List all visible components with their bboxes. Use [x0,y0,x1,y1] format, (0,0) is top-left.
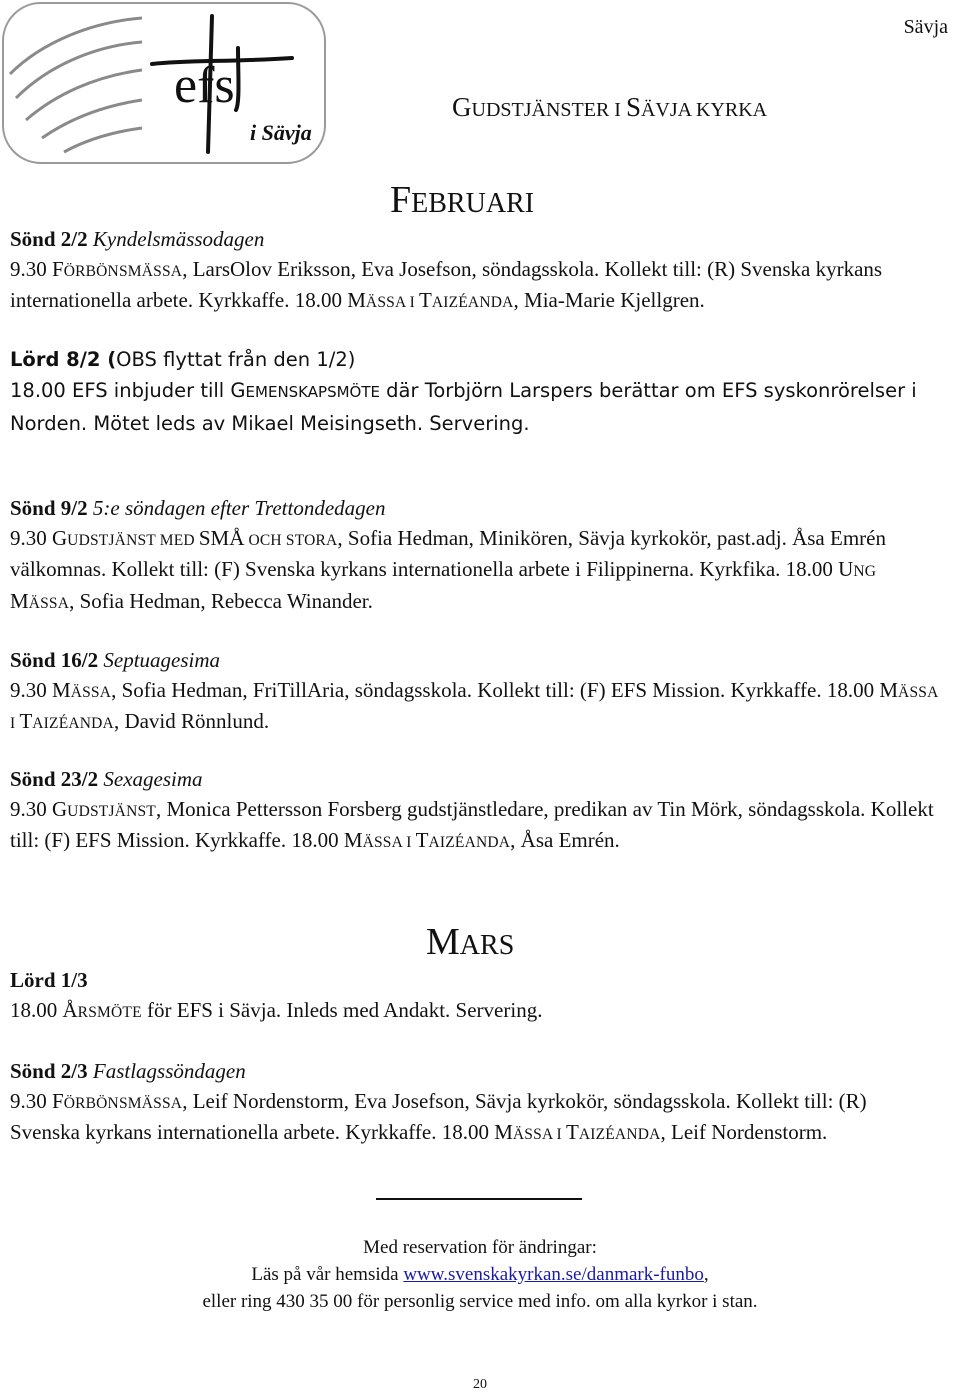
entry-body: 18.00 ÅRSMÖTE för EFS i Sävja. Inleds med Andakt. Servering. [10,997,543,1022]
page-title: GUDSTJÄNSTER I SÄVJA KYRKA [452,92,768,122]
page-number: 20 [473,1377,487,1392]
entry-body: 9.30 MÄSSA, Sofia Hedman, FriTillAria, söndagsskola. Kollekt till: (F) EFS Mission. Kyrkkaffe. 18.00 MÄSSA I TAIZÉANDA, David Rönnlund. [10,677,938,733]
entry-body: 9.30 GUDSTJÄNST, Monica Pettersson Forsberg gudstjänstledare, predikan av Tin Mörk, söndagsskola. Kollekt till: (F) EFS Mission. Kyrkkaffe. 18.00 MÄSSA I TAIZÉANDA, Åsa Emrén. [10,796,934,852]
entry-body: 9.30 GUDSTJÄNST MED SMÅ OCH STORA, Sofia Hedman, Minikören, Sävja kyrkokör, past.adj. Åsa Emrén välkomnas. Kollekt till: (F) Svenska kyrkans internationella arbete i Filippinerna. Kyrkfika. 18.00 UNG MÄSSA, Sofia Hedman, Rebecca Winander. [10,525,886,613]
service-entry [10,646,940,739]
running-head: Sävja [903,16,948,38]
entry-heading: Lörd 1/3 [10,968,88,992]
entry-body: 9.30 FÖRBÖNSMÄSSA, Leif Nordenstorm, Eva Josefson, Sävja kyrkokör, söndagsskola. Kollekt till: (R) Svenska kyrkans internationella arbete. Kyrkkaffe. 18.00 MÄSSA I TAIZÉANDA, Leif Nordenstorm. [10,1088,867,1144]
entry-heading: Lörd 8/2 (OBS flyttat från den 1/2) [10,348,356,371]
footer-line-reservation: Med reservation för ändringar: [363,1237,597,1258]
service-entry [10,344,940,439]
entry-heading: Sönd 2/3 Fastlagssöndagen [10,1059,246,1083]
service-entry [10,225,940,318]
entry-heading: Sönd 9/2 5:e söndagen efter Trettondedagen [10,496,386,520]
entry-body: 18.00 EFS inbjuder till GEMENSKAPSMÖTE där Torbjörn Larspers berättar om EFS syskonrörelser i Norden. Mötet leds av Mikael Meisingseth. Servering. [10,379,917,435]
service-entry [10,966,940,1027]
service-entry [10,494,940,618]
website-link[interactable]: www.svenskakyrkan.se/danmark-funbo [403,1264,704,1285]
service-entry [10,1057,940,1150]
efs-logo [2,2,326,164]
footer-line-phone: eller ring 430 35 00 för personlig service med info. om alla kyrkor i stan. [202,1291,758,1312]
month-heading-march: MARS [426,921,515,963]
entry-body: 9.30 FÖRBÖNSMÄSSA, LarsOlov Eriksson, Eva Josefson, söndagsskola. Kollekt till: (R) Svenska kyrkans internationella arbete. Kyrkkaffe. 18.00 MÄSSA I TAIZÉANDA, Mia-Marie Kjellgren. [10,256,883,312]
footer-notice [0,1234,960,1315]
service-entry [10,765,940,858]
entry-heading: Sönd 2/2 Kyndelsmässodagen [10,227,265,251]
logo-subtitle: i Sävja [250,120,312,145]
logo-letters: efs [174,57,235,114]
divider-rule [376,1198,582,1200]
entry-heading: Sönd 23/2 Sexagesima [10,767,203,791]
month-heading-february: FEBRUARI [390,179,535,221]
footer-line-website: Läs på vår hemsida www.svenskakyrkan.se/danmark-funbo, [251,1264,709,1285]
entry-heading: Sönd 16/2 Septuagesima [10,648,221,672]
